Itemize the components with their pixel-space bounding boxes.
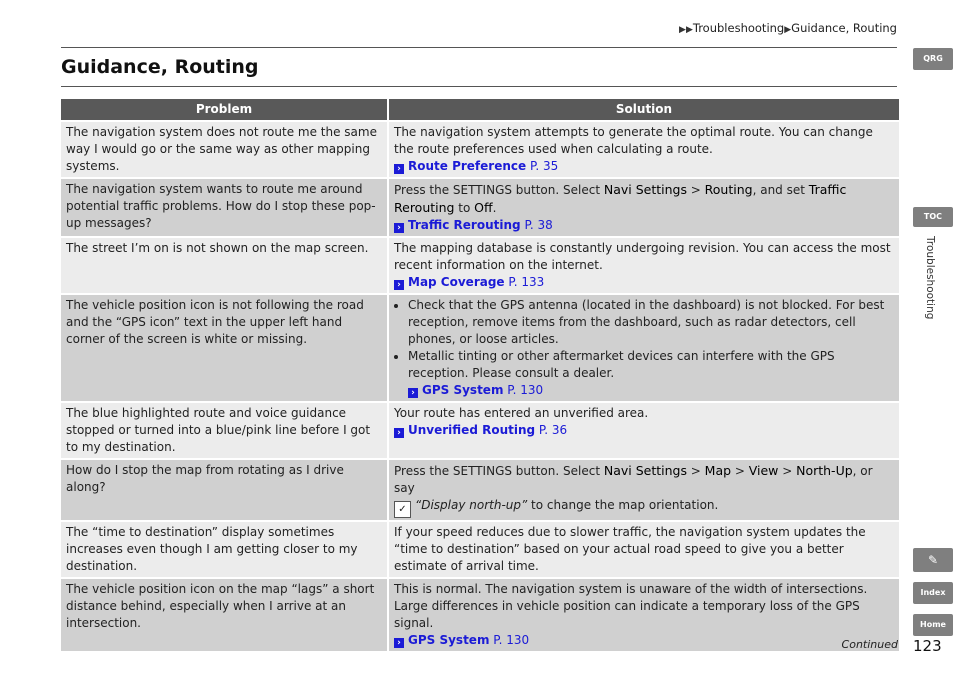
- menu-keyword: Navi Settings: [603, 182, 687, 197]
- problem-cell: The navigation system does not route me the same way I would go or the same way as other mapping systems.: [61, 121, 388, 178]
- reference-page: P. 36: [538, 423, 568, 437]
- reference-name: Traffic Rerouting: [408, 218, 521, 232]
- reference-link[interactable]: [394, 217, 894, 234]
- text-run: >: [686, 183, 705, 197]
- reference-name: Route Preference: [408, 159, 527, 173]
- table-row: [61, 578, 899, 651]
- title-rule-bottom: [61, 86, 897, 87]
- solution-cell: [388, 459, 899, 521]
- reference-page: P. 130: [507, 383, 544, 397]
- list-item: • Check that the GPS antenna (located in the dashboard) is not blocked. For best reception, remove items from the dashboard, such as radar detectors, cell phones, or loose articles.: [408, 297, 894, 348]
- solution-cell: [388, 294, 899, 402]
- menu-keyword: View: [748, 463, 779, 478]
- problem-cell: The “time to destination” display sometimes increases even though I am getting closer to my destination.: [61, 521, 388, 578]
- reference-arrow-icon: ›: [394, 223, 404, 233]
- text-run: >: [686, 464, 705, 478]
- reference-link[interactable]: [408, 382, 894, 399]
- reference-link[interactable]: [394, 158, 894, 175]
- menu-keyword: North-Up: [796, 463, 853, 478]
- solution-cell: [388, 121, 899, 178]
- reference-arrow-icon: ›: [394, 280, 404, 290]
- breadcrumb-arrow-icon: ▶▶: [679, 25, 693, 35]
- text-run: >: [731, 464, 749, 478]
- reference-name: Unverified Routing: [408, 423, 536, 437]
- reference-arrow-icon: ›: [408, 388, 418, 398]
- problem-cell: The blue highlighted route and voice guidance stopped or turned into a blue/pink line before I got to my destination.: [61, 402, 388, 459]
- table-row: [61, 294, 899, 402]
- reference-name: GPS System: [422, 383, 504, 397]
- solution-bullet-list: [394, 297, 894, 399]
- page-number: 123: [913, 637, 942, 655]
- solution-text: This is normal. The navigation system is unaware of the width of intersections. Large differences in vehicle position can indicate a temporary loss of the GPS signal.: [394, 582, 868, 630]
- solution-cell: [388, 578, 899, 651]
- continued-label: Continued: [841, 638, 898, 651]
- text-run: , and set: [752, 183, 809, 197]
- reference-name: GPS System: [408, 633, 490, 647]
- solution-cell: If your speed reduces due to slower traffic, the navigation system updates the “time to destination” based on your actual road speed to give you a better estimate of arrival time.: [388, 521, 899, 578]
- reference-name: Map Coverage: [408, 275, 505, 289]
- reference-page: P. 133: [508, 275, 545, 289]
- text-run: >: [778, 464, 797, 478]
- breadcrumb-item-troubleshooting[interactable]: Troubleshooting: [692, 21, 785, 35]
- breadcrumb-arrow-icon: ▶: [784, 25, 792, 35]
- table-row: [61, 178, 899, 237]
- table-row: [61, 237, 899, 294]
- voice-command-icon: ✓: [394, 501, 411, 518]
- voice-command-text: “Display north-up”: [415, 498, 528, 512]
- problem-cell: The vehicle position icon on the map “lags” a short distance behind, especially when I arrive at an intersection.: [61, 578, 388, 651]
- voice-command-icon: ✎: [927, 553, 939, 567]
- text-run: .: [492, 201, 497, 215]
- solution-text: Your route has entered an unverified area.: [394, 406, 649, 420]
- tab-voice-commands[interactable]: [913, 548, 953, 572]
- solution-text: [394, 462, 894, 497]
- column-header-problem: Problem: [61, 99, 388, 121]
- reference-arrow-icon: ›: [394, 164, 404, 174]
- problem-cell: How do I stop the map from rotating as I drive along?: [61, 459, 388, 521]
- tab-toc[interactable]: TOC: [913, 207, 953, 227]
- text-run: Press the SETTINGS button. Select: [394, 183, 604, 197]
- reference-link[interactable]: [394, 422, 894, 439]
- troubleshooting-table: [61, 99, 899, 651]
- text-run: , or say: [394, 464, 873, 495]
- breadcrumb-item-current: Guidance, Routing: [791, 21, 897, 35]
- tab-home[interactable]: Home: [913, 614, 953, 636]
- reference-page: P. 35: [529, 159, 559, 173]
- reference-link[interactable]: [394, 274, 894, 291]
- problem-cell: The vehicle position icon is not following the road and the “GPS icon” text in the upper left hand corner of the screen is white or missing.: [61, 294, 388, 402]
- table-row: [61, 121, 899, 178]
- tab-qrg[interactable]: QRG: [913, 48, 953, 70]
- text-run: to change the map orientation.: [527, 498, 719, 512]
- reference-link[interactable]: [394, 632, 894, 649]
- menu-keyword: Traffic Rerouting: [394, 182, 847, 215]
- menu-keyword: Off: [474, 200, 493, 215]
- solution-cell: [388, 402, 899, 459]
- solution-text: [394, 181, 894, 217]
- voice-command-line: [394, 497, 894, 518]
- breadcrumb: [679, 21, 897, 35]
- tab-index[interactable]: Index: [913, 582, 953, 604]
- table-header-row: [61, 99, 899, 121]
- solution-cell: [388, 178, 899, 237]
- menu-keyword: Navi Settings: [603, 463, 687, 478]
- section-label: Troubleshooting: [924, 236, 936, 320]
- problem-cell: The navigation system wants to route me around potential traffic problems. How do I stop these pop-up messages?: [61, 178, 388, 237]
- text-run: to: [454, 201, 475, 215]
- reference-page: P. 130: [493, 633, 530, 647]
- list-item-text: Metallic tinting or other aftermarket devices can interfere with the GPS reception. Please consult a dealer.: [408, 349, 835, 380]
- column-header-solution: Solution: [388, 99, 899, 121]
- reference-arrow-icon: ›: [394, 428, 404, 438]
- reference-arrow-icon: ›: [394, 638, 404, 648]
- reference-page: P. 38: [524, 218, 553, 232]
- page-title: Guidance, Routing: [61, 56, 259, 78]
- text-run: Press the SETTINGS button. Select: [394, 464, 604, 478]
- table-row: [61, 521, 899, 578]
- table-row: [61, 459, 899, 521]
- solution-text: The mapping database is constantly undergoing revision. You can access the most recent information on the internet.: [394, 241, 891, 272]
- menu-keyword: Routing: [704, 182, 753, 197]
- menu-keyword: Map: [704, 463, 732, 478]
- solution-text: The navigation system attempts to generate the optimal route. You can change the route preferences used when calculating a route.: [394, 125, 873, 156]
- solution-cell: [388, 237, 899, 294]
- table-row: [61, 402, 899, 459]
- list-item: [408, 348, 894, 399]
- problem-cell: The street I’m on is not shown on the map screen.: [61, 237, 388, 294]
- title-rule-top: [61, 47, 897, 48]
